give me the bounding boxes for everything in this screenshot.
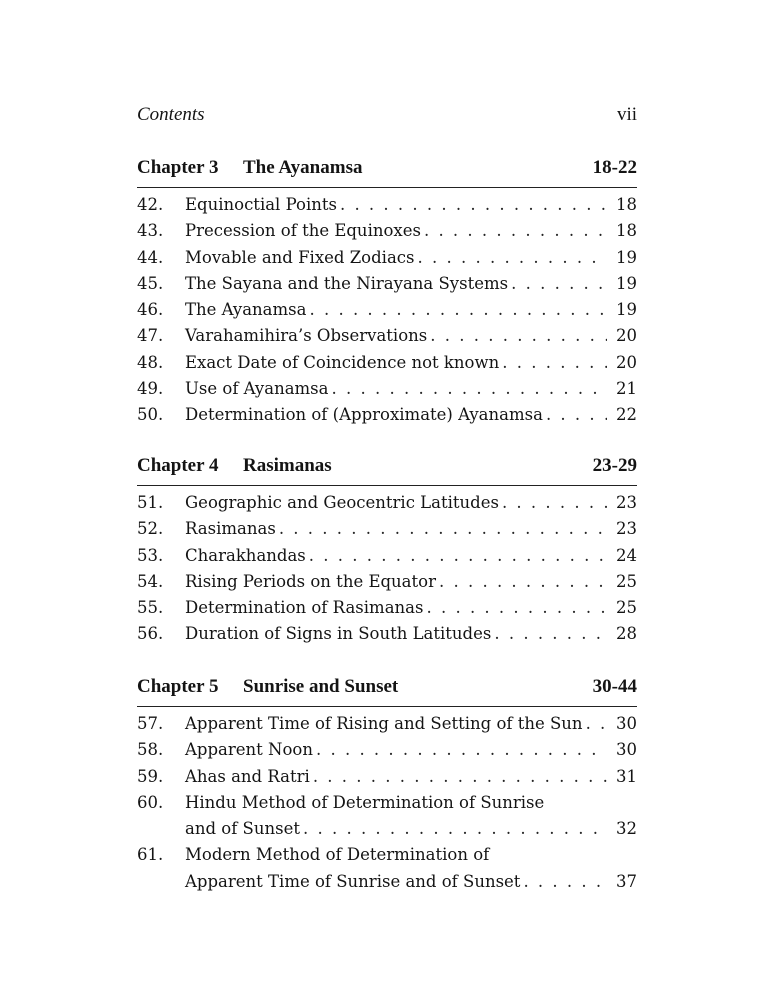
- dot-leader: [300, 816, 607, 842]
- entry-page: 30: [616, 714, 637, 733]
- entry-page: 23: [616, 493, 637, 512]
- dot-leader: [508, 271, 607, 297]
- entry-page: 25: [616, 571, 637, 591]
- chapter-4: [137, 455, 637, 648]
- entry-title-line1: Hindu Method of Determination of Sunrise: [185, 792, 545, 812]
- entry-number: 54.: [137, 571, 164, 591]
- entry-title: Determination of Rasimanas: [185, 598, 424, 618]
- entry-number: 57.: [137, 714, 164, 733]
- entry-page: 21: [616, 379, 637, 399]
- chapter-title: The Ayanamsa: [243, 157, 363, 178]
- entry-title: Geographic and Geocentric Latitudes: [185, 493, 499, 512]
- toc-entry[interactable]: [137, 711, 637, 737]
- dot-leader: [543, 402, 607, 428]
- toc-entry[interactable]: [137, 297, 637, 323]
- entry-title-line1: Modern Method of Determination of: [185, 845, 490, 865]
- chapter-number: Chapter 5: [137, 676, 219, 697]
- entry-number: 55.: [137, 598, 164, 618]
- page-number: vii: [616, 104, 637, 125]
- entry-page: 22: [616, 405, 637, 425]
- dot-leader: [499, 490, 607, 516]
- entry-page: 37: [616, 871, 637, 891]
- entry-page: 28: [616, 624, 637, 644]
- dot-leader: [306, 543, 607, 569]
- entry-number: 59.: [137, 766, 164, 786]
- chapter-5: [137, 676, 637, 895]
- entry-page: 19: [616, 247, 637, 267]
- entry-page: 30: [616, 740, 637, 760]
- dot-leader: [313, 737, 607, 763]
- entry-number: 56.: [137, 624, 164, 644]
- toc-entry[interactable]: [137, 323, 637, 349]
- toc-entry[interactable]: [137, 569, 637, 595]
- toc-entry[interactable]: [137, 490, 637, 516]
- toc-entry[interactable]: [137, 271, 637, 297]
- entry-title: Apparent Time of Rising and Setting of the Sun: [185, 714, 583, 733]
- dot-leader: [306, 297, 607, 323]
- entry-title: Determination of (Approximate) Ayanamsa: [185, 405, 543, 425]
- entry-number: 49.: [137, 379, 164, 399]
- toc-entry[interactable]: [137, 218, 637, 244]
- toc-entry[interactable]: [137, 376, 637, 402]
- entry-title: Rising Periods on the Equator: [185, 571, 436, 591]
- entry-page: 25: [616, 598, 637, 618]
- chapter-entries: [137, 192, 637, 429]
- toc-entry[interactable]: [137, 621, 637, 647]
- entry-page: 19: [616, 273, 637, 293]
- entry-title: Apparent Time of Sunrise and of Sunset: [185, 871, 521, 891]
- entry-number: 51.: [137, 493, 164, 512]
- entry-title: Use of Ayanamsa: [185, 379, 329, 399]
- dot-leader: [423, 595, 607, 621]
- toc-entry[interactable]: [137, 516, 637, 542]
- chapter-page-range: 18-22: [592, 157, 637, 178]
- entry-number: 52.: [137, 519, 164, 539]
- entry-number: 48.: [137, 352, 164, 372]
- toc-entry[interactable]: [137, 764, 637, 790]
- dot-leader: [310, 764, 607, 790]
- entry-title: Precession of the Equinoxes: [185, 221, 421, 241]
- entry-number: 53.: [137, 545, 164, 565]
- entry-page: 18: [616, 195, 637, 214]
- entry-title: Exact Date of Coincidence not known: [185, 352, 500, 372]
- dot-leader: [329, 376, 608, 402]
- entry-title: Duration of Signs in South Latitudes: [185, 624, 492, 644]
- dot-leader: [337, 192, 607, 218]
- dot-leader: [276, 516, 607, 542]
- entry-page: 19: [616, 300, 637, 320]
- entry-title: The Ayanamsa: [185, 300, 307, 320]
- entry-page: 23: [616, 519, 637, 539]
- chapter-number: Chapter 4: [137, 455, 219, 476]
- entry-number: 42.: [137, 195, 164, 214]
- chapter-heading: [137, 676, 637, 707]
- running-head-title: Contents: [137, 104, 205, 125]
- entry-title: Rasimanas: [185, 519, 276, 539]
- entry-page: 31: [616, 766, 637, 786]
- dot-leader: [499, 350, 607, 376]
- toc-entry[interactable]: [137, 595, 637, 621]
- chapter-number: Chapter 3: [137, 157, 219, 178]
- dot-leader: [421, 218, 607, 244]
- toc-entry[interactable]: [137, 192, 637, 218]
- dot-leader: [583, 711, 607, 737]
- toc-entry[interactable]: [137, 245, 637, 271]
- entry-number: 61.: [137, 845, 164, 865]
- chapter-3: [137, 157, 637, 429]
- entry-title: The Sayana and the Nirayana Systems: [185, 273, 509, 293]
- entry-page: 20: [616, 352, 637, 372]
- entry-number: 43.: [137, 221, 164, 241]
- chapter-page-range: 23-29: [592, 455, 637, 476]
- entry-number: 47.: [137, 326, 164, 346]
- entry-number: 50.: [137, 405, 164, 425]
- entry-title: and of Sunset: [185, 819, 300, 839]
- entry-page: 20: [616, 326, 637, 346]
- toc-entry[interactable]: [137, 350, 637, 376]
- chapter-entries: [137, 490, 637, 648]
- chapter-page-range: 30-44: [592, 676, 637, 697]
- entry-number: 45.: [137, 273, 164, 293]
- entry-page: 32: [616, 819, 637, 839]
- entry-title: Movable and Fixed Zodiacs: [185, 247, 415, 267]
- entry-title: Ahas and Ratri: [185, 766, 310, 786]
- chapter-entries: [137, 711, 637, 895]
- entry-number: 58.: [137, 740, 164, 760]
- entry-number: 60.: [137, 792, 164, 812]
- dot-leader: [491, 621, 607, 647]
- dot-leader: [520, 869, 607, 895]
- toc-entry[interactable]: [137, 842, 637, 895]
- running-head: [137, 104, 637, 130]
- toc-entry[interactable]: [137, 790, 637, 843]
- toc-entry[interactable]: [137, 402, 637, 428]
- entry-number: 46.: [137, 300, 164, 320]
- dot-leader: [436, 569, 607, 595]
- chapter-title: Sunrise and Sunset: [243, 676, 399, 697]
- toc-entry[interactable]: [137, 543, 637, 569]
- entry-title: Varahamihira’s Observations: [185, 326, 428, 346]
- entry-title: Apparent Noon: [185, 740, 313, 760]
- chapter-title: Rasimanas: [243, 455, 332, 476]
- entry-page: 24: [616, 545, 637, 565]
- dot-leader: [427, 323, 607, 349]
- toc-entry[interactable]: [137, 737, 637, 763]
- entry-number: 44.: [137, 247, 164, 267]
- chapter-heading: [137, 157, 637, 188]
- chapter-heading: [137, 455, 637, 486]
- entry-title: Equinoctial Points: [185, 195, 337, 214]
- dot-leader: [415, 245, 608, 271]
- entry-title: Charakhandas: [185, 545, 306, 565]
- entry-page: 18: [616, 221, 637, 241]
